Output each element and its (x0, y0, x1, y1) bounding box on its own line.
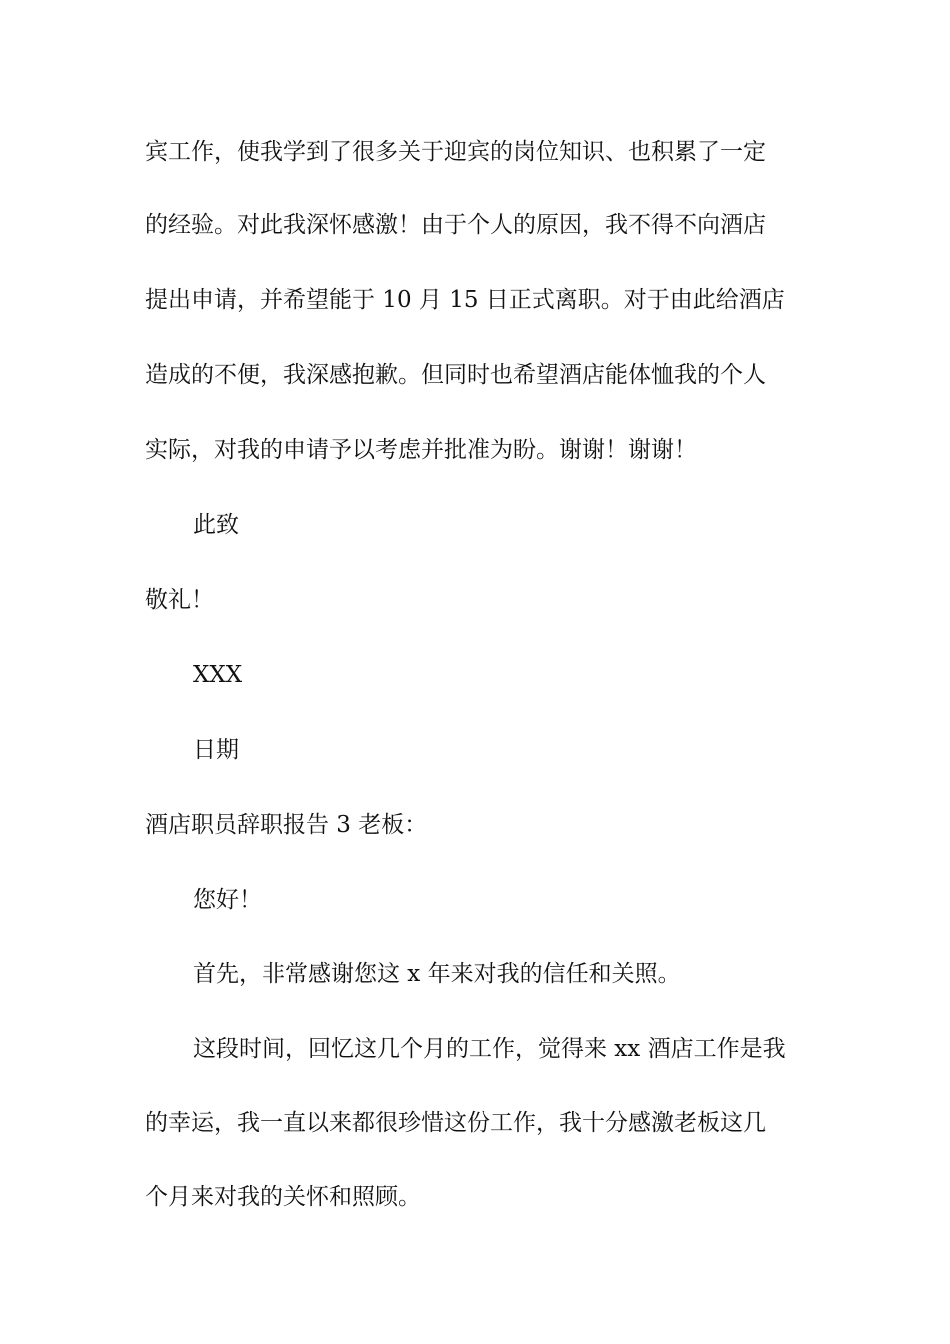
letter-heading: 酒店职员辞职报告 3 老板： (145, 812, 428, 838)
paragraph3-line-2: 的幸运，我一直以来都很珍惜这份工作，我十分感激老板这几 (145, 1110, 766, 1136)
greeting-text: 您好！ (193, 887, 262, 913)
salute-text: 敬礼！ (145, 587, 214, 613)
paragraph1-line-5: 实际，对我的申请予以考虑并批准为盼。谢谢！谢谢！ (145, 437, 697, 463)
date-text: 日期 (193, 737, 239, 763)
paragraph1-line-4: 造成的不便，我深感抱歉。但同时也希望酒店能体恤我的个人 (145, 362, 766, 388)
paragraph1-line-3: 提出申请，并希望能于 10 月 15 日正式离职。对于由此给酒店 (145, 287, 785, 313)
paragraph1-line-1: 宾工作，使我学到了很多关于迎宾的岗位知识、也积累了一定 (145, 139, 766, 165)
closing-text: 此致 (193, 512, 239, 538)
paragraph3-line-3: 个月来对我的关怀和照顾。 (145, 1184, 421, 1210)
signature-text: XXX (193, 662, 243, 688)
paragraph1-line-2: 的经验。对此我深怀感激！由于个人的原因，我不得不向酒店 (145, 212, 766, 238)
paragraph3-line-1: 这段时间，回忆这几个月的工作，觉得来 xx 酒店工作是我 (193, 1036, 786, 1062)
paragraph2-line-1: 首先，非常感谢您这 x 年来对我的信任和关照。 (193, 961, 681, 987)
